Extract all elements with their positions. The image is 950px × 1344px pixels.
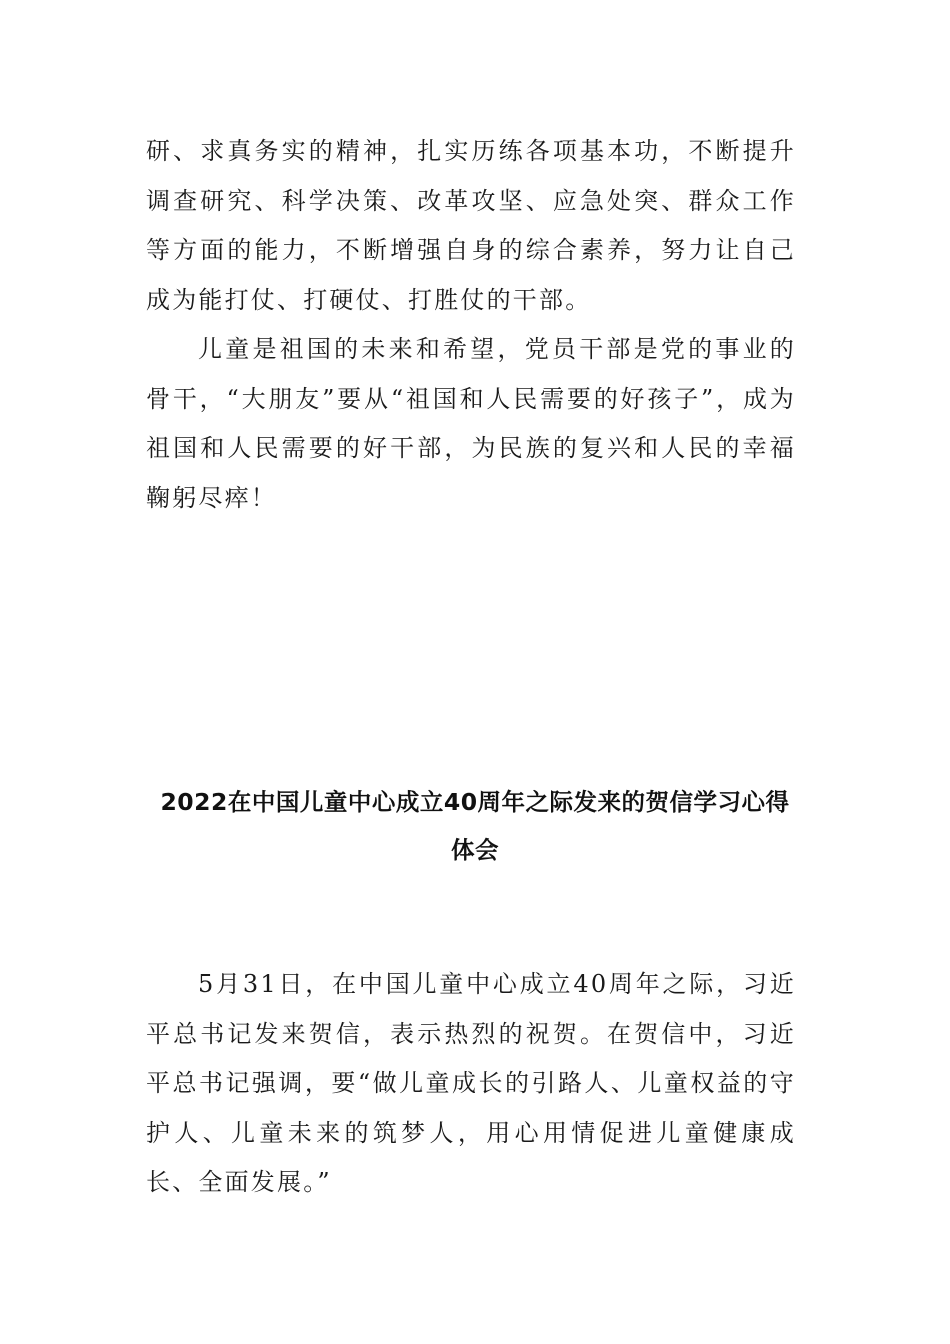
article-title-line-1: 2022在中国儿童中心成立40周年之际发来的贺信学习心得 (160, 788, 790, 816)
paragraph-opening: 5月31日，在中国儿童中心成立40周年之际，习近平总书记发来贺信，表示热烈的祝贺。在贺信中，习近平总书记强调，要“做儿童成长的引路人、儿童权益的守护人、儿童未来的筑梦人，用心用情促进儿童健康成长、全面发展。” (146, 970, 796, 1196)
previous-article-ending (146, 127, 796, 523)
article-title-line-2: 体会 (451, 836, 499, 864)
paragraph-conclusion: 儿童是祖国的未来和希望，党员干部是党的事业的骨干，“大朋友”要从“祖国和人民需要的好孩子”，成为祖国和人民需要的好干部，为民族的复兴和人民的幸福鞠躬尽瘁！ (146, 335, 796, 512)
article-title (120, 778, 830, 874)
article-body (146, 960, 796, 1208)
paragraph-continued: 研、求真务实的精神，扎实历练各项基本功，不断提升调查研究、科学决策、改革攻坚、应急处突、群众工作等方面的能力，不断增强自身的综合素养，努力让自己成为能打仗、打硬仗、打胜仗的干部。 (146, 137, 796, 314)
